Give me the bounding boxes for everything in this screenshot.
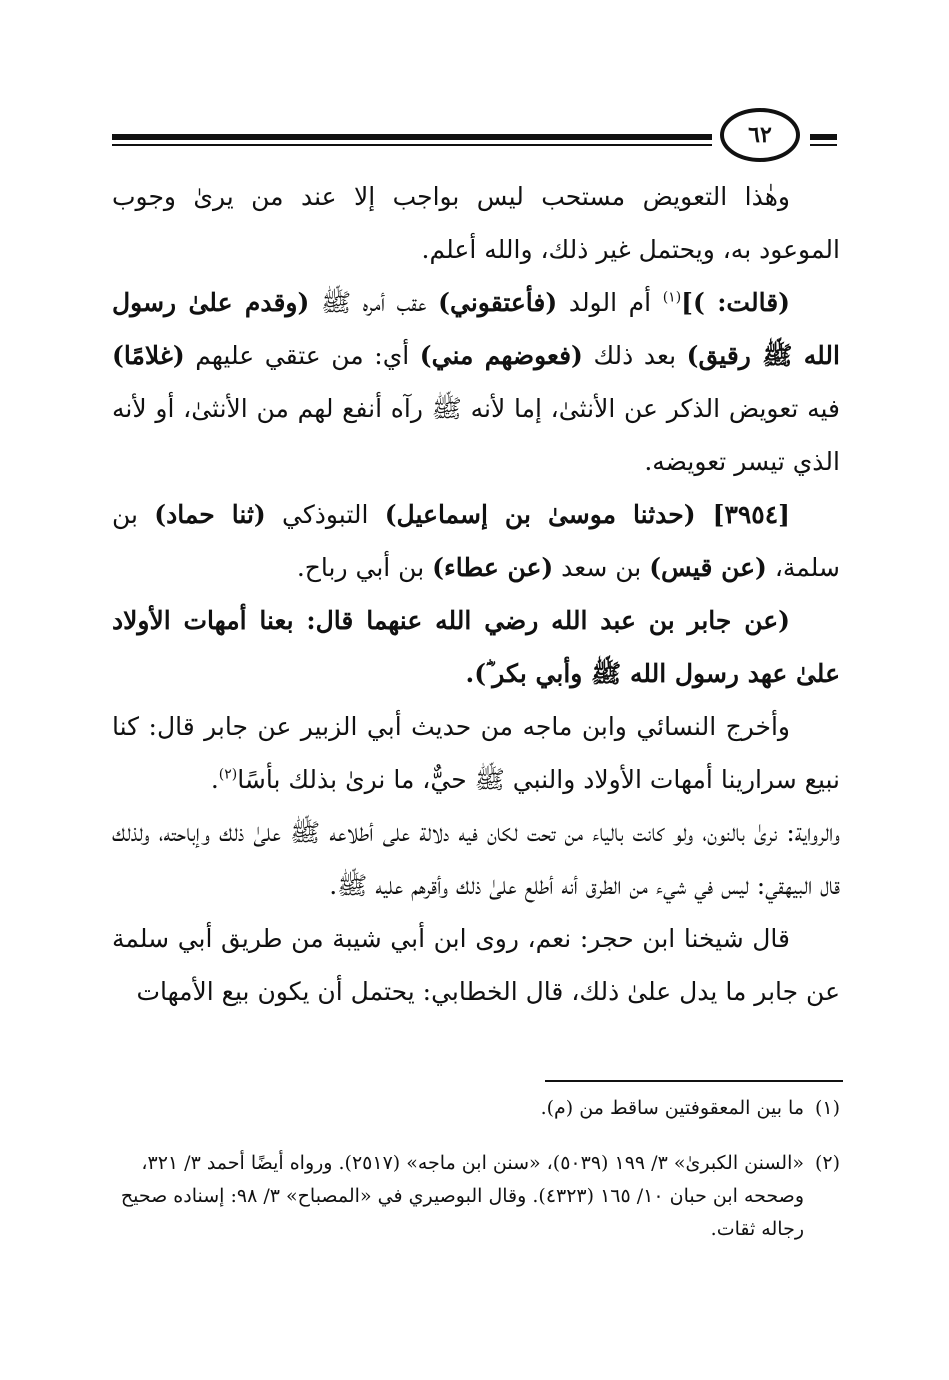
- text-segment: عقب أمره ﷺ: [309, 288, 439, 317]
- footnote-number: (٢): [814, 1152, 840, 1174]
- footnote-ref: (١): [662, 289, 682, 306]
- text-segment: والرواية: نرىٰ بالنون، ولو كانت بالياء من تحت لكان فيه دلالة على أطلاعه ﷺ علىٰ ذلك وإباحته، ولذلك قال البيهقي: ليس في شيء من الطرق أنه أطلع علىٰ ذلك وأقرهم عليه ﷺ.: [112, 818, 840, 900]
- text-segment: بن سعد: [553, 553, 650, 582]
- paragraph: [112, 488, 840, 594]
- bold-text: (وقدم علىٰ رسول الله ﷺ رقيق): [112, 288, 840, 370]
- header-rule-right-thin: [810, 144, 837, 146]
- bold-text: (فأعتقوني): [438, 288, 558, 317]
- header-rule-thick: [112, 134, 712, 140]
- bold-text: (ثنا حماد): [154, 500, 266, 529]
- footnote-text: «السنن الكبرىٰ» ٣/ ١٩٩ (٥٠٣٩)، «سنن ابن ماجه» (٢٥١٧). ورواه أيضًا أحمد ٣/ ٣٢١، وصححه ابن حبان ١٠/ ١٦٥ (٤٣٢٣). وقال البوصيري في «المصباح» ٣/ ٩٨: إسناده صحيح رجاله ثقات.: [120, 1152, 804, 1240]
- footnotes: [112, 1092, 840, 1246]
- bold-text: (فعوضهم مني): [419, 341, 583, 370]
- text-segment: قال شيخنا ابن حجر: نعم، روى ابن أبي شيبة من طريق أبي سلمة عن جابر ما يدل علىٰ ذلك، قال الخطابي: يحتمل أن يكون بيع الأمهات: [112, 924, 840, 1006]
- paragraph: [112, 594, 840, 700]
- text-segment: بن أبي رباح.: [296, 553, 433, 582]
- text-segment: فيه تعويض الذكر عن الأنثىٰ، إما لأنه ﷺ رآه أنفع لهم من الأنثىٰ، أو لأنه الذي تيسر تعويضه.: [112, 394, 840, 476]
- text-segment: بعد ذلك: [582, 341, 687, 370]
- text-segment: بن سلمة،: [112, 500, 840, 582]
- paragraph: [112, 700, 840, 806]
- text-segment: أم الولد: [557, 288, 663, 317]
- text-segment: وأخرج النسائي وابن ماجه من حديث أبي الزبير عن جابر قال: كنا نبيع سرارينا أمهات الأولاد والنبي ﷺ حيٌّ، ما نرىٰ بذلك بأسًا: [112, 712, 840, 794]
- bold-text: (عن قيس): [649, 553, 767, 582]
- page-header: [112, 108, 837, 164]
- footnote: [112, 1092, 840, 1125]
- header-rule-right-thick: [810, 134, 837, 140]
- footnote-separator: [545, 1080, 843, 1082]
- bold-text: (عن جابر بن عبد الله رضي الله عنهما قال: بعنا أمهات الأولاد علىٰ عهد رسول الله ﷺ وأبي بكر ؓ).: [112, 606, 840, 688]
- header-rule-thin: [112, 144, 712, 146]
- bold-text: (قالت: )]: [681, 288, 790, 317]
- footnote-ref: (٢): [218, 766, 238, 783]
- text-segment: وهٰذا التعويض مستحب ليس بواجب إلا عند من يرىٰ وجوب الموعود به، ويحتمل غير ذلك، والله أعلم.: [112, 182, 840, 264]
- footnote-number: (١): [814, 1097, 840, 1119]
- paragraph: [112, 912, 840, 1018]
- footnote: [112, 1147, 840, 1246]
- text-segment: التبوذكي: [265, 500, 385, 529]
- text-segment: أي: من عتقي عليهم: [184, 341, 420, 370]
- bold-text: (غلامًا): [112, 341, 185, 370]
- bold-text: (عن عطاء): [432, 553, 554, 582]
- paragraph: [112, 170, 840, 276]
- page-number: ٦٢: [720, 108, 800, 162]
- main-text: [112, 170, 840, 1018]
- paragraph: [112, 806, 840, 912]
- paragraph: [112, 276, 840, 488]
- text-segment: .: [210, 765, 219, 794]
- bold-text: [٣٩٥٤] (حدثنا موسىٰ بن إسماعيل): [384, 500, 791, 529]
- footnote-text: ما بين المعقوفتين ساقط من (م).: [540, 1097, 804, 1119]
